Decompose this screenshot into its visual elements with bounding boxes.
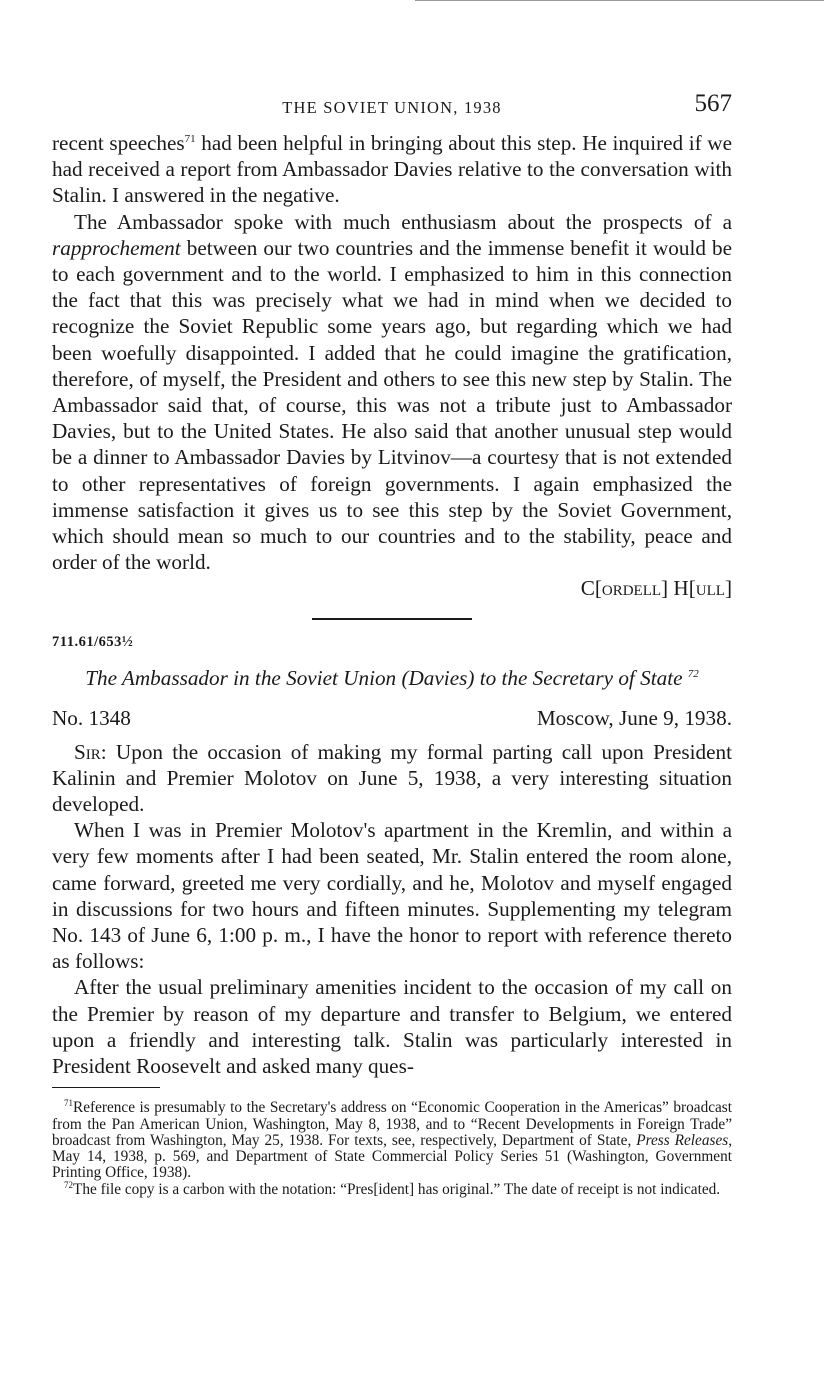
place-date: Moscow, June 9, 1938. — [536, 705, 732, 730]
document-page — [52, 90, 732, 1198]
para-text: The Ambassador spoke with much enthusiasm about the prospects of a — [74, 209, 732, 234]
para-text: had been helpful in bringing about this step. He inquired if we had received a report from Ambassador Davies relative to the conversation with Stalin. I answered in the negative. — [52, 131, 733, 208]
section-divider — [312, 618, 472, 620]
footnote-71: $^{71}$Reference is presumably to the Secretary's address on “Economic Cooperation in the Americas” broadcast from the Pan American Union, Washington, May 8, 1938, and to “Recent Developments in Foreign Trade” broadcast from Washington, May 25, 1938. For texts, see, respectively, Department of State, Press Releases, May 14, 1938, p. 569, and Department of State Commercial Policy Series 51 (Washington, Government Printing Office, 1938). — [52, 1098, 733, 1182]
footnote-rule — [52, 1087, 160, 1088]
top-edge-rule — [415, 0, 824, 1]
file-number: 711.61/653½ — [52, 633, 134, 650]
running-title: THE SOVIET UNION, 1938 — [282, 98, 502, 117]
document-number: No. 1348 — [52, 705, 131, 730]
letter-paragraph-3: After the usual preliminary amenities incident to the occasion of my call on the Premier by reason of my departure and transfer to Belgium, we entered upon a friendly and interesting talk. Stalin was particularly interested in President Roosevelt and asked many ques- — [52, 975, 732, 1079]
page-number: 567 — [694, 90, 732, 117]
ambassador-paragraph — [52, 209, 732, 576]
document-meta — [52, 705, 732, 731]
signature: C[ordell] H[ull] — [580, 576, 732, 601]
letter-paragraph-2: When I was in Premier Molotov's apartment in the Kremlin, and within a very few moments after I had been seated, Mr. Stalin entered the room alone, came forward, greeted me very cordially, and he, Molotov and myself engaged in discussions for two hours and fifteen minutes. Supplementing my telegram No. 143 of June 6, 1:00 p. m., I have the honor to report with reference thereto as follows: — [52, 818, 732, 974]
continuation-paragraph — [52, 130, 732, 209]
salutation: Sir — [74, 739, 101, 764]
para-text: between our two countries and the immense benefit it would be to each government and to the world. I emphasized to him in this connection the fact that this was precisely what we had in mind when we decided to recognize the Soviet Republic some years ago, but regarding which we had been woefully disappointed. I added that he could imagine the gratification, therefore, of myself, the President and others to see this new step by Stalin. The Ambassador said that, of course, this was not a tribute just to Ambassador Davies, but to the United States. He also said that another unusual step would be a dinner to Ambassador Davies by Litvinov—a courtesy that is not extended to other representatives of foreign governments. I again emphasized the immense satisfaction it gives us to see this step by the Soviet Government, which should mean so much to our countries and to the stability, peace and order of the world. — [52, 235, 732, 575]
running-header — [52, 90, 732, 130]
footnote-72: $^{72}$The file copy is a carbon with the notation: “Pres[ident] has original.” The date of receipt is not indicated. — [64, 1179, 721, 1198]
footnote-ref-71: 71 — [184, 132, 196, 145]
letter-paragraph-1: Sir: Upon the occasion of making my formal parting call upon President Kalinin and Premier Molotov on June 5, 1938, a very interesting situation developed. — [52, 739, 732, 817]
italic-term: rapprochement — [52, 235, 181, 260]
document-title: The Ambassador in the Soviet Union (Davies) to the Secretary of State $^{72}$ — [85, 665, 699, 690]
footnote-ref-72: 72 — [687, 667, 699, 680]
para-text: recent speeches — [52, 131, 185, 155]
